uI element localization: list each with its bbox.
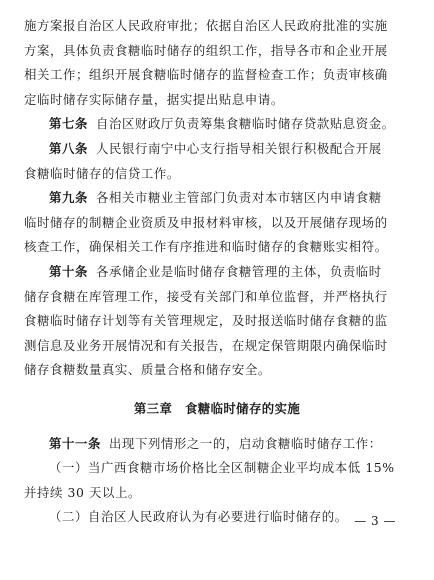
article-label: 第九条 (49, 190, 88, 206)
body-line: 食糖临时储存的信贷工作。 (24, 165, 180, 181)
body-line: 核查工作，确保相关工作有序推进和临时储存的食糖账实相符。 (24, 239, 388, 255)
article-11 (24, 432, 410, 457)
list-item: （二）自治区人民政府认为有必要进行临时储存的。 (49, 509, 348, 525)
article-10 (24, 260, 410, 285)
article-label: 第十条 (49, 263, 88, 279)
document-page (24, 14, 410, 530)
article-label: 第七条 (49, 116, 88, 132)
article-text: 出现下列情形之一的，启动食糖临时储存工作： (108, 435, 382, 451)
body-line: 相关工作；组织开展食糖临时储存的监督检查工作；负责审核确 (24, 67, 388, 83)
article-label: 第八条 (49, 140, 88, 156)
body-line: 定临时储存实际储存量，据实提出贴息申请。 (24, 91, 284, 107)
body-line: 并持续 30 天以上。 (24, 484, 141, 500)
body-line: 测信息及业务开展情况和有关报告，在规定保管期限内确保临时 (24, 337, 388, 353)
body-line: 临时储存的制糖企业资质及申报材料审核，以及开展储存现场的 (24, 214, 388, 230)
chapter-heading: 第三章 食糖临时储存的实施 (133, 400, 301, 416)
article-text: 各承储企业是临时储存食糖管理的主体，负责临时 (95, 263, 382, 279)
body-line: 施方案报自治区人民政府审批；依据自治区人民政府批准的实施 (24, 18, 388, 33)
article-7 (24, 112, 410, 137)
article-label: 第十一条 (49, 435, 101, 451)
article-9 (24, 186, 410, 211)
body-line: 储存食糖数量真实、质量合格和储存安全。 (24, 362, 271, 378)
article-text: 自治区财政厅负责筹集食糖临时储存贷款贴息资金。 (95, 116, 395, 132)
article-text: 人民银行南宁中心支行指导相关银行积极配合开展 (95, 140, 382, 156)
article-8 (24, 137, 410, 162)
list-item: （一）当广西食糖市场价格比全区制糖企业平均成本低 15% (49, 460, 395, 476)
body-line: 储存食糖在库管理工作，接受有关部门和单位监督，并严格执行 (24, 288, 388, 304)
body-line: 方案，具体负责食糖临时储存的组织工作，指导各市和企业开展 (24, 42, 388, 58)
article-text: 各相关市糖业主管部门负责对本市辖区内申请食糖 (95, 190, 382, 206)
page-number: — 3 — (354, 514, 396, 528)
body-line: 食糖临时储存计划等有关管理规定，及时报送临时储存食糖的监 (24, 313, 388, 329)
